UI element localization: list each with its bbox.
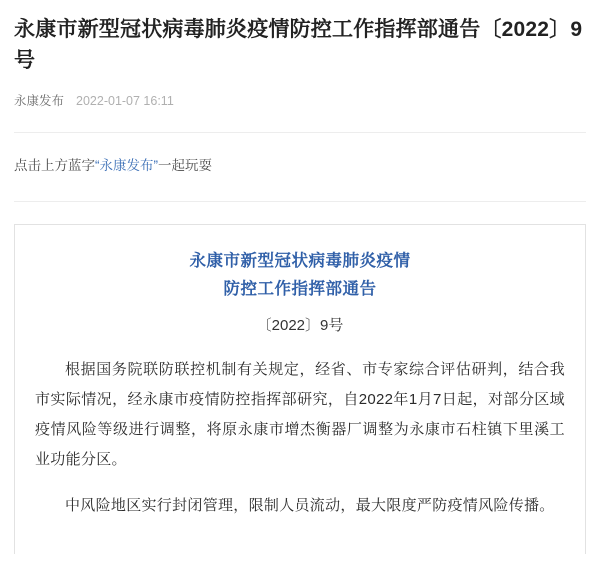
follow-prompt-suffix: 一起玩耍 [158, 158, 212, 173]
follow-prompt-prefix: 点击上方蓝字 [14, 158, 95, 173]
notice-document-card [14, 224, 586, 554]
notice-paragraph-2: 中风险地区实行封闭管理，限制人员流动，最大限度严防疫情风险传播。 [65, 497, 555, 514]
notice-title-line-1: 永康市新型冠状病毒肺炎疫情 [189, 252, 411, 270]
follow-prompt [14, 155, 586, 177]
meta-divider [14, 132, 586, 133]
notice-title-line-2: 防控工作指挥部通告 [223, 280, 377, 298]
notice-number: 〔2022〕9号 [256, 317, 344, 334]
follow-account-link[interactable]: “永康发布” [95, 158, 158, 173]
article-meta [14, 92, 586, 110]
page-title: 永康市新型冠状病毒肺炎疫情防控工作指挥部通告〔2022〕9号 [14, 18, 583, 72]
lead-divider [14, 201, 586, 202]
notice-paragraph-1: 根据国务院联防联控机制有关规定，经省、市专家综合评估研判，结合我市实际情况，经永康市疫情防控指挥部研究，自2022年1月7日起，对部分区域疫情风险等级进行调整，将原永康市增杰衡器厂调整为永康市石柱镇下里溪工业功能分区。 [35, 361, 565, 468]
article-timestamp: 2022-01-07 16:11 [76, 94, 174, 108]
article-source[interactable]: 永康发布 [14, 94, 65, 108]
